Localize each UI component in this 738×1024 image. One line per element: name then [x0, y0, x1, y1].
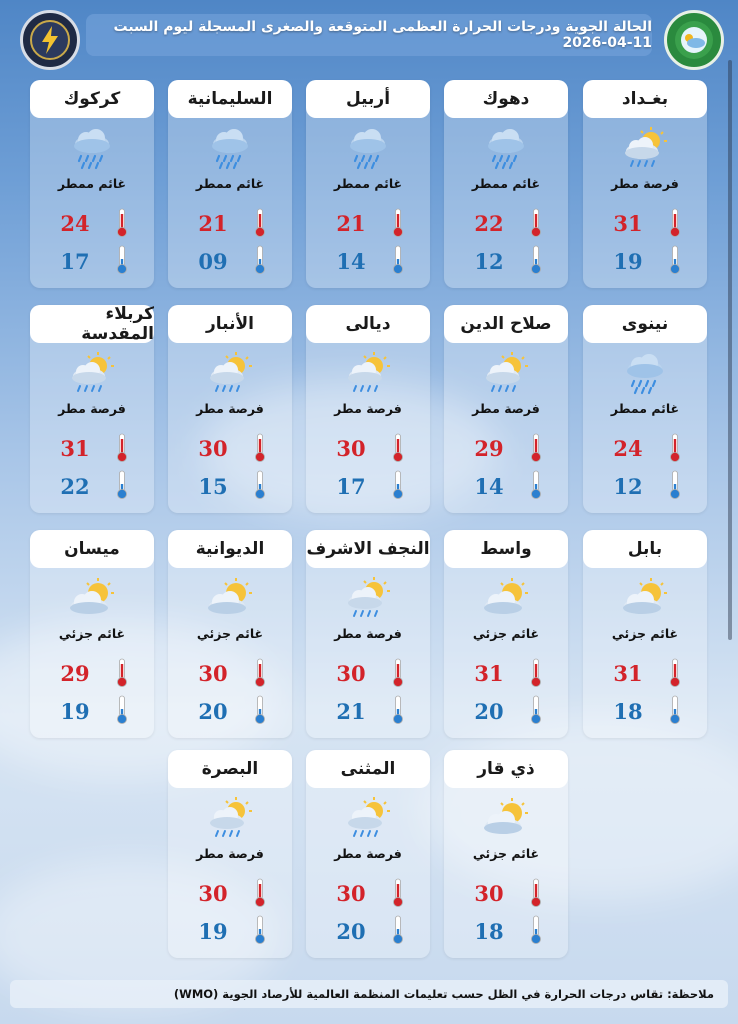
min-temperature: 15 — [198, 474, 228, 499]
weather-condition: فرصة مطر — [472, 401, 540, 416]
thermometer-cold-icon — [669, 245, 681, 275]
city-name: ميسان — [30, 530, 154, 568]
weather-condition: غائم جزئي — [58, 626, 126, 641]
rain-cloud-icon — [343, 126, 393, 170]
min-temperature: 17 — [336, 474, 366, 499]
city-card — [583, 305, 707, 513]
weather-condition: غائم جزئي — [472, 626, 540, 641]
city-name: الأنبار — [168, 305, 292, 343]
max-temperature: 31 — [474, 661, 504, 686]
city-name: البصرة — [168, 750, 292, 788]
sun-cloud-rain-icon — [343, 576, 393, 620]
min-temperature: 18 — [474, 919, 504, 944]
partly-cloudy-icon — [205, 576, 255, 620]
city-name: أربيل — [306, 80, 430, 118]
city-card — [168, 305, 292, 513]
partly-cloudy-icon — [481, 796, 531, 840]
thermometer-cold-icon — [392, 695, 404, 725]
max-temperature: 30 — [198, 436, 228, 461]
partly-cloudy-icon — [481, 576, 531, 620]
thermometer-hot-icon — [116, 208, 128, 238]
thermometer-hot-icon — [669, 658, 681, 688]
thermometer-hot-icon — [530, 433, 542, 463]
city-card — [168, 80, 292, 288]
city-card — [30, 305, 154, 513]
thermometer-cold-icon — [392, 915, 404, 945]
city-name: صلاح الدين — [444, 305, 568, 343]
min-temperature: 14 — [336, 249, 366, 274]
min-temperature: 19 — [613, 249, 643, 274]
max-temperature: 30 — [336, 881, 366, 906]
thermometer-cold-icon — [254, 695, 266, 725]
thermometer-hot-icon — [254, 433, 266, 463]
min-temperature: 21 — [336, 699, 366, 724]
min-temperature: 19 — [60, 699, 90, 724]
max-temperature: 21 — [336, 211, 366, 236]
max-temperature: 29 — [474, 436, 504, 461]
partly-cloudy-icon — [620, 576, 670, 620]
sun-cloud-rain-icon — [620, 126, 670, 170]
thermometer-hot-icon — [392, 658, 404, 688]
max-temperature: 30 — [336, 436, 366, 461]
thermometer-cold-icon — [669, 695, 681, 725]
thermometer-hot-icon — [669, 208, 681, 238]
thermometer-cold-icon — [116, 695, 128, 725]
max-temperature: 31 — [613, 661, 643, 686]
min-temperature: 14 — [474, 474, 504, 499]
sun-cloud-rain-icon — [205, 351, 255, 395]
weather-condition: غائم ممطر — [195, 176, 265, 191]
city-name: السليمانية — [168, 80, 292, 118]
city-name: بابل — [583, 530, 707, 568]
weather-condition: فرصة مطر — [196, 401, 264, 416]
min-temperature: 12 — [474, 249, 504, 274]
scrollbar[interactable] — [728, 60, 732, 640]
max-temperature: 21 — [198, 211, 228, 236]
max-temperature: 29 — [60, 661, 90, 686]
weather-condition: غائم ممطر — [57, 176, 127, 191]
city-card — [583, 80, 707, 288]
max-temperature: 24 — [60, 211, 90, 236]
thermometer-cold-icon — [530, 470, 542, 500]
meteorological-authority-logo — [664, 10, 724, 70]
thermometer-cold-icon — [392, 470, 404, 500]
min-temperature: 19 — [198, 919, 228, 944]
city-card — [306, 80, 430, 288]
weather-condition: غائم جزئي — [611, 626, 679, 641]
thermometer-hot-icon — [254, 208, 266, 238]
thermometer-hot-icon — [392, 208, 404, 238]
thermometer-hot-icon — [530, 208, 542, 238]
min-temperature: 17 — [60, 249, 90, 274]
thermometer-cold-icon — [530, 695, 542, 725]
city-card — [583, 530, 707, 738]
thermometer-cold-icon — [392, 245, 404, 275]
sun-cloud-rain-icon — [205, 796, 255, 840]
city-card — [306, 750, 430, 958]
weather-condition: غائم جزئي — [472, 846, 540, 861]
thermometer-cold-icon — [116, 470, 128, 500]
weather-condition: غائم ممطر — [610, 401, 680, 416]
city-card — [30, 530, 154, 738]
city-card — [444, 305, 568, 513]
weather-condition: فرصة مطر — [196, 846, 264, 861]
forecast-center-logo — [20, 10, 80, 70]
city-name: كركوك — [30, 80, 154, 118]
city-name: المثنى — [306, 750, 430, 788]
city-card — [306, 305, 430, 513]
thermometer-hot-icon — [669, 433, 681, 463]
city-card — [168, 530, 292, 738]
sun-cloud-rain-icon — [343, 351, 393, 395]
min-temperature: 09 — [198, 249, 228, 274]
thermometer-hot-icon — [392, 878, 404, 908]
city-card — [444, 80, 568, 288]
city-name: ديالى — [306, 305, 430, 343]
rain-cloud-icon — [205, 126, 255, 170]
weather-condition: فرصة مطر — [611, 176, 679, 191]
city-name: ذي قار — [444, 750, 568, 788]
min-temperature: 12 — [613, 474, 643, 499]
thermometer-hot-icon — [530, 878, 542, 908]
weather-condition: غائم ممطر — [471, 176, 541, 191]
thermometer-cold-icon — [530, 915, 542, 945]
thermometer-cold-icon — [530, 245, 542, 275]
weather-condition: فرصة مطر — [58, 401, 126, 416]
city-name: نينوى — [583, 305, 707, 343]
city-name: الديوانية — [168, 530, 292, 568]
wmo-note: ملاحظة: تقاس درجات الحرارة في الظل حسب تعليمات المنظمة العالمية للأرصاد الجوية (WMO) — [10, 980, 728, 1008]
city-name: بغـداد — [583, 80, 707, 118]
thermometer-cold-icon — [254, 470, 266, 500]
min-temperature: 20 — [474, 699, 504, 724]
page-title: الحالة الجوية ودرجات الحرارة العظمى المتوقعة والصغرى المسجلة ليوم السبت 11-04-2026 — [86, 14, 652, 56]
rain-cloud-icon — [67, 126, 117, 170]
city-card — [168, 750, 292, 958]
weather-condition: غائم جزئي — [196, 626, 264, 641]
max-temperature: 22 — [474, 211, 504, 236]
city-name: كربلاء المقدسة — [30, 305, 154, 343]
city-card — [444, 530, 568, 738]
weather-condition: فرصة مطر — [334, 846, 402, 861]
city-name: دهوك — [444, 80, 568, 118]
thermometer-hot-icon — [116, 433, 128, 463]
thermometer-hot-icon — [392, 433, 404, 463]
city-name: واسط — [444, 530, 568, 568]
min-temperature: 18 — [613, 699, 643, 724]
weather-condition: غائم ممطر — [333, 176, 403, 191]
thermometer-cold-icon — [254, 915, 266, 945]
city-card — [444, 750, 568, 958]
weather-condition: فرصة مطر — [334, 401, 402, 416]
thermometer-hot-icon — [254, 878, 266, 908]
sun-cloud-rain-icon — [481, 351, 531, 395]
thermometer-cold-icon — [669, 470, 681, 500]
thermometer-hot-icon — [116, 658, 128, 688]
partly-cloudy-icon — [67, 576, 117, 620]
weather-condition: فرصة مطر — [334, 626, 402, 641]
max-temperature: 31 — [613, 211, 643, 236]
thermometer-cold-icon — [116, 245, 128, 275]
min-temperature: 20 — [336, 919, 366, 944]
rain-cloud-icon — [620, 351, 670, 395]
max-temperature: 30 — [198, 661, 228, 686]
max-temperature: 31 — [60, 436, 90, 461]
rain-cloud-icon — [481, 126, 531, 170]
max-temperature: 30 — [336, 661, 366, 686]
max-temperature: 24 — [613, 436, 643, 461]
min-temperature: 20 — [198, 699, 228, 724]
city-card — [306, 530, 430, 738]
sun-cloud-rain-icon — [343, 796, 393, 840]
sun-cloud-rain-icon — [67, 351, 117, 395]
thermometer-hot-icon — [530, 658, 542, 688]
thermometer-hot-icon — [254, 658, 266, 688]
max-temperature: 30 — [198, 881, 228, 906]
city-card — [30, 80, 154, 288]
city-name: النجف الاشرف — [306, 530, 430, 568]
max-temperature: 30 — [474, 881, 504, 906]
min-temperature: 22 — [60, 474, 90, 499]
thermometer-cold-icon — [254, 245, 266, 275]
